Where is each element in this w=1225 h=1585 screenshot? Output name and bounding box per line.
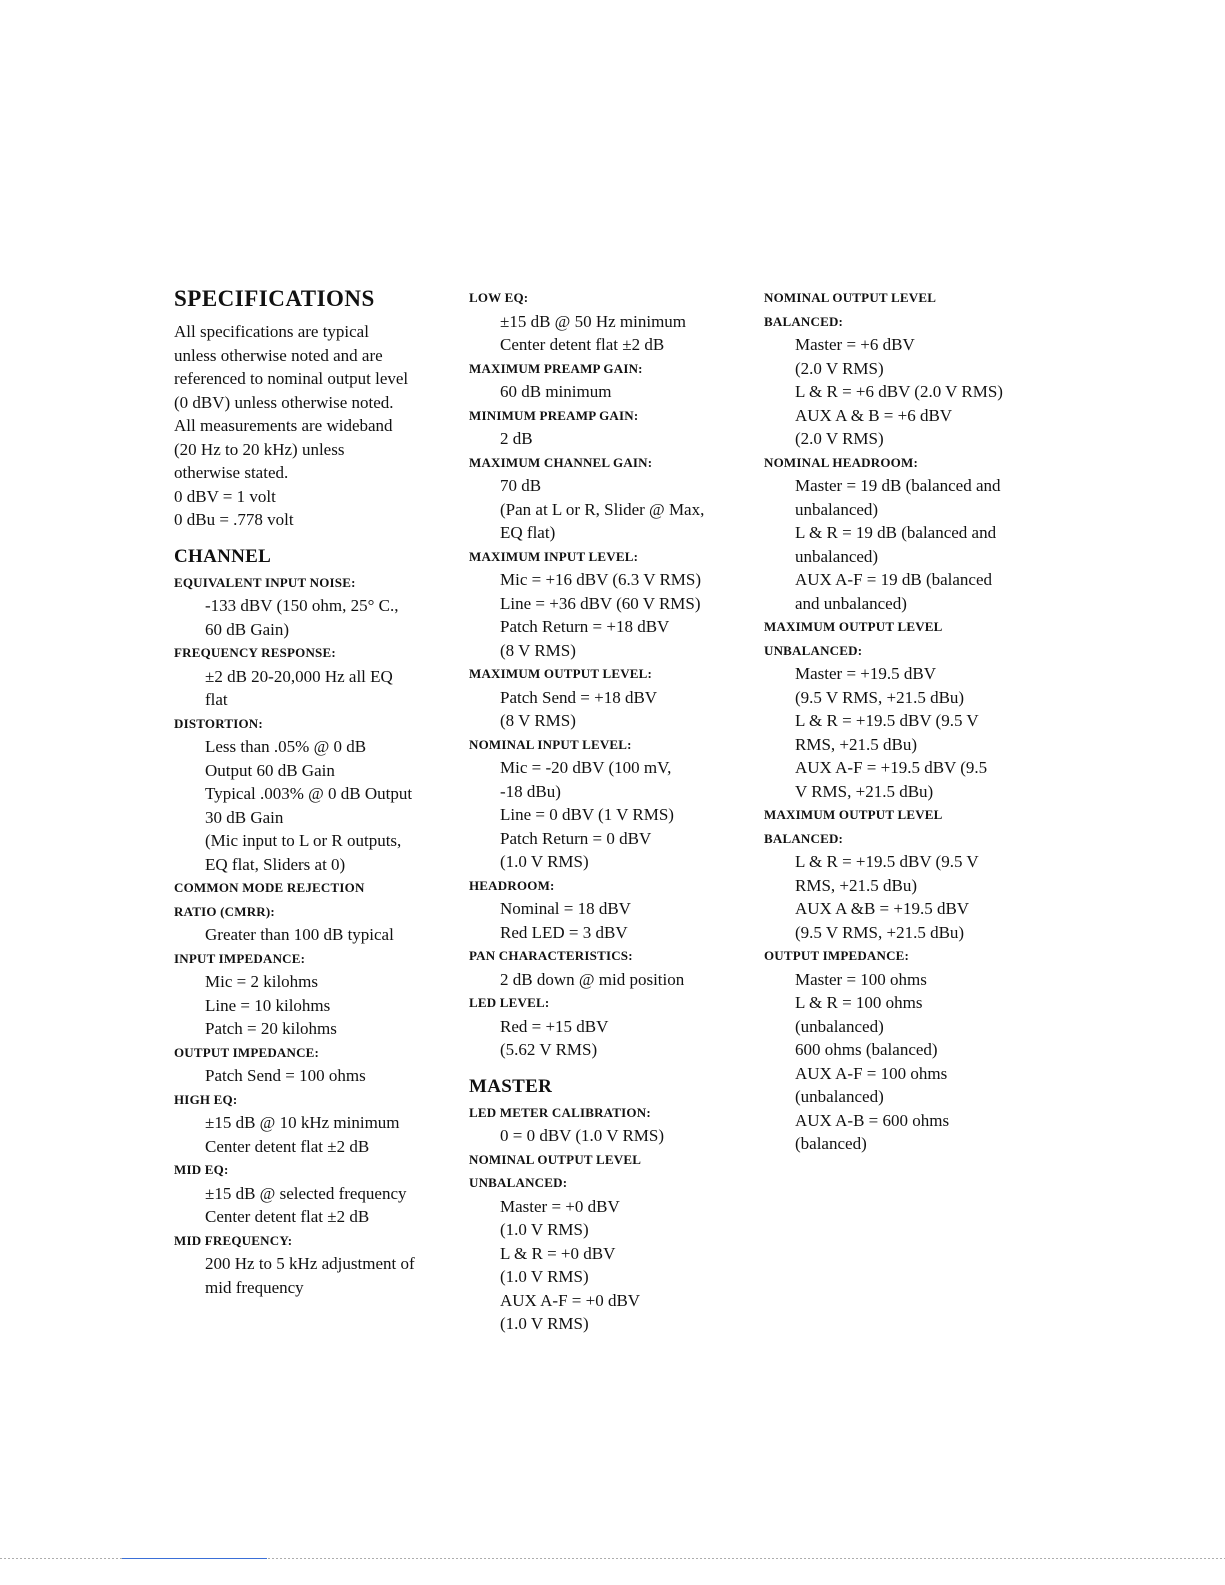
intro-line: (20 Hz to 20 kHz) unless <box>174 439 345 459</box>
intro-text <box>174 320 454 532</box>
spec-item <box>174 876 454 947</box>
intro-line: (0 dBV) unless otherwise noted. <box>174 392 394 412</box>
spec-value: Mic = -20 dBV (100 mV, <box>500 758 672 777</box>
intro-line: All specifications are typical <box>174 322 369 341</box>
spec-value: Line = +36 dBV (60 V RMS) <box>500 593 701 613</box>
spec-value: EQ flat) <box>500 523 556 542</box>
spec-heading: UNBALANCED: <box>469 1175 568 1190</box>
spec-value: mid frequency <box>205 1277 304 1297</box>
spec-value: 0 = 0 dBV (1.0 V RMS) <box>500 1126 665 1145</box>
spec-value: L & R = +19.5 dBV (9.5 V <box>795 711 979 730</box>
spec-value: L & R = 100 ohms <box>795 993 923 1012</box>
spec-value: AUX A-F = 100 ohms <box>795 1063 948 1083</box>
spec-heading: MAXIMUM INPUT LEVEL: <box>469 548 639 564</box>
intro-line: All measurements are wideband <box>174 416 393 435</box>
section-heading-master: MASTER <box>469 1075 553 1097</box>
spec-heading: MAXIMUM OUTPUT LEVEL <box>764 619 943 634</box>
spec-item <box>469 662 754 733</box>
spec-value: (2.0 V RMS) <box>795 358 884 378</box>
intro-line: 0 dBV = 1 volt <box>174 486 276 506</box>
footer-rule <box>122 1558 267 1559</box>
page-title: SPECIFICATIONS <box>174 286 375 311</box>
spec-value: 30 dB Gain <box>205 807 284 827</box>
spec-item <box>174 1041 454 1088</box>
spec-value: (1.0 V RMS) <box>500 852 589 871</box>
spec-value: AUX A-B = 600 ohms <box>795 1110 950 1130</box>
spec-value: L & R = +0 dBV <box>500 1243 616 1263</box>
spec-value: Output 60 dB Gain <box>205 760 335 780</box>
spec-heading: OUTPUT IMPEDANCE: <box>174 1044 320 1060</box>
spec-value: (1.0 V RMS) <box>500 1314 589 1333</box>
spec-value: (Pan at L or R, Slider @ Max, <box>500 499 705 519</box>
spec-value: unbalanced) <box>795 499 879 519</box>
spec-value: (1.0 V RMS) <box>500 1220 589 1239</box>
spec-value: Line = 0 dBV (1 V RMS) <box>500 805 674 824</box>
spec-item <box>764 615 1049 803</box>
spec-heading: UNBALANCED: <box>764 642 863 658</box>
spec-value: Patch Return = 0 dBV <box>500 828 652 848</box>
spec-value: Less than .05% @ 0 dB <box>205 737 367 756</box>
spec-item <box>469 545 754 663</box>
spec-item <box>174 712 454 877</box>
spec-value: (unbalanced) <box>795 1016 884 1036</box>
spec-heading: NOMINAL OUTPUT LEVEL <box>764 290 937 305</box>
spec-item <box>174 1158 454 1229</box>
spec-value: Nominal = 18 dBV <box>500 899 631 918</box>
spec-heading: PAN CHARACTERISTICS: <box>469 948 633 963</box>
spec-item <box>764 451 1049 616</box>
intro-line: unless otherwise noted and are <box>174 345 383 365</box>
spec-value: Patch = 20 kilohms <box>205 1019 337 1038</box>
spec-value: ±15 dB @ 10 kHz minimum <box>205 1113 400 1132</box>
spec-item <box>174 1229 454 1300</box>
section-heading-channel: CHANNEL <box>174 545 272 567</box>
spec-value: 2 dB down @ mid position <box>500 969 685 989</box>
specs-column-2 <box>469 286 754 1336</box>
spec-item <box>469 404 754 451</box>
spec-value: Center detent flat ±2 dB <box>205 1136 370 1156</box>
spec-value: Master = +19.5 dBV <box>795 664 936 683</box>
spec-heading: COMMON MODE REJECTION <box>174 880 365 895</box>
spec-value: Center detent flat ±2 dB <box>205 1207 370 1226</box>
spec-item <box>469 451 754 545</box>
spec-value: (8 V RMS) <box>500 711 576 730</box>
spec-heading: INPUT IMPEDANCE: <box>174 950 306 966</box>
spec-heading: DISTORTION: <box>174 715 263 731</box>
spec-value: Greater than 100 dB typical <box>205 925 394 944</box>
spec-value: V RMS, +21.5 dBu) <box>795 781 934 801</box>
spec-item <box>469 991 754 1062</box>
spec-value: AUX A-F = +0 dBV <box>500 1290 641 1310</box>
spec-value: Red LED = 3 dBV <box>500 922 628 942</box>
spec-value: Master = 100 ohms <box>795 969 927 989</box>
spec-value: AUX A & B = +6 dBV <box>795 405 953 425</box>
spec-value: AUX A &B = +19.5 dBV <box>795 899 970 918</box>
spec-value: Red = +15 dBV <box>500 1016 609 1036</box>
spec-value: (2.0 V RMS) <box>795 429 884 448</box>
spec-value: Master = 19 dB (balanced and <box>795 476 1001 495</box>
spec-heading: HEADROOM: <box>469 877 555 893</box>
spec-value: (5.62 V RMS) <box>500 1040 598 1059</box>
spec-value: (balanced) <box>795 1134 867 1153</box>
spec-item <box>469 286 754 357</box>
spec-heading: MAXIMUM CHANNEL GAIN: <box>469 454 653 470</box>
spec-value: AUX A-F = +19.5 dBV (9.5 <box>795 758 988 777</box>
spec-heading: BALANCED: <box>764 313 844 329</box>
spec-value: EQ flat, Sliders at 0) <box>205 854 346 874</box>
spec-value: 60 dB Gain) <box>205 619 290 639</box>
spec-heading: MAXIMUM OUTPUT LEVEL: <box>469 666 653 681</box>
master-spec-list-continued <box>764 286 1049 1156</box>
spec-value: 200 Hz to 5 kHz adjustment of <box>205 1254 415 1273</box>
spec-value: L & R = +6 dBV (2.0 V RMS) <box>795 382 1003 401</box>
spec-heading: EQUIVALENT INPUT NOISE: <box>174 574 356 590</box>
spec-value: Center detent flat ±2 dB <box>500 335 665 354</box>
spec-value: flat <box>205 690 228 709</box>
spec-heading: LOW EQ: <box>469 290 529 305</box>
spec-value: Master = +0 dBV <box>500 1196 620 1216</box>
spec-item <box>174 947 454 1041</box>
spec-value: -18 dBu) <box>500 781 561 801</box>
spec-value: (1.0 V RMS) <box>500 1267 589 1286</box>
spec-value: RMS, +21.5 dBu) <box>795 875 917 895</box>
spec-heading: LED LEVEL: <box>469 995 550 1010</box>
spec-value: RMS, +21.5 dBu) <box>795 734 917 754</box>
spec-heading: MID FREQUENCY: <box>174 1232 293 1248</box>
spec-heading: MINIMUM PREAMP GAIN: <box>469 407 639 423</box>
spec-value: Master = +6 dBV <box>795 335 915 354</box>
spec-value: 2 dB <box>500 429 533 448</box>
spec-item <box>469 944 754 991</box>
spec-value: (unbalanced) <box>795 1087 884 1106</box>
spec-item <box>764 803 1049 944</box>
spec-value: Patch Send = +18 dBV <box>500 687 658 707</box>
spec-item <box>469 1101 754 1148</box>
intro-line: referenced to nominal output level <box>174 369 409 388</box>
spec-heading: MAXIMUM OUTPUT LEVEL <box>764 807 943 822</box>
spec-item <box>469 357 754 404</box>
spec-value: L & R = 19 dB (balanced and <box>795 523 997 542</box>
master-spec-list <box>469 1101 754 1336</box>
spec-heading: OUTPUT IMPEDANCE: <box>764 948 910 963</box>
spec-item <box>174 1088 454 1159</box>
spec-value: (Mic input to L or R outputs, <box>205 831 402 850</box>
spec-item <box>764 286 1049 451</box>
spec-value: ±15 dB @ 50 Hz minimum <box>500 311 687 331</box>
spec-value: ±2 dB 20-20,000 Hz all EQ <box>205 666 393 686</box>
spec-item <box>469 733 754 874</box>
spec-value: Patch Send = 100 ohms <box>205 1066 366 1085</box>
spec-heading: MID EQ: <box>174 1162 229 1177</box>
spec-value: 60 dB minimum <box>500 382 612 401</box>
spec-value: Mic = +16 dBV (6.3 V RMS) <box>500 570 702 589</box>
spec-heading: LED METER CALIBRATION: <box>469 1104 651 1120</box>
spec-item <box>469 874 754 945</box>
spec-item <box>174 641 454 712</box>
spec-value: ±15 dB @ selected frequency <box>205 1183 407 1203</box>
spec-value: Mic = 2 kilohms <box>205 972 319 991</box>
spec-heading: NOMINAL INPUT LEVEL: <box>469 736 632 752</box>
spec-heading: FREQUENCY RESPONSE: <box>174 645 336 660</box>
spec-item <box>174 571 454 642</box>
specs-column-1 <box>174 286 454 1299</box>
spec-value: 70 dB <box>500 476 542 495</box>
channel-spec-list <box>174 571 454 1300</box>
intro-line: otherwise stated. <box>174 463 289 482</box>
spec-value: -133 dBV (150 ohm, 25° C., <box>205 596 399 615</box>
spec-value: (8 V RMS) <box>500 640 576 660</box>
spec-value: L & R = +19.5 dBV (9.5 V <box>795 852 979 871</box>
spec-value: (9.5 V RMS, +21.5 dBu) <box>795 687 965 707</box>
spec-value: and unbalanced) <box>795 593 907 613</box>
spec-value: (9.5 V RMS, +21.5 dBu) <box>795 922 965 942</box>
spec-value: Line = 10 kilohms <box>205 995 331 1015</box>
spec-heading: BALANCED: <box>764 830 844 846</box>
spec-item <box>469 1148 754 1336</box>
spec-value: Patch Return = +18 dBV <box>500 617 670 636</box>
spec-heading: HIGH EQ: <box>174 1091 238 1107</box>
spec-value: 600 ohms (balanced) <box>795 1040 938 1059</box>
spec-value: unbalanced) <box>795 546 879 566</box>
spec-heading: NOMINAL OUTPUT LEVEL <box>469 1151 642 1167</box>
intro-line: 0 dBu = .778 volt <box>174 510 294 529</box>
specs-column-3 <box>764 286 1049 1156</box>
channel-spec-list-continued <box>469 286 754 1062</box>
spec-value: AUX A-F = 19 dB (balanced <box>795 570 993 589</box>
spec-heading: NOMINAL HEADROOM: <box>764 454 918 470</box>
spec-value: Typical .003% @ 0 dB Output <box>205 784 413 803</box>
spec-heading: MAXIMUM PREAMP GAIN: <box>469 360 643 376</box>
spec-item <box>764 944 1049 1156</box>
spec-heading: RATIO (CMRR): <box>174 903 275 919</box>
